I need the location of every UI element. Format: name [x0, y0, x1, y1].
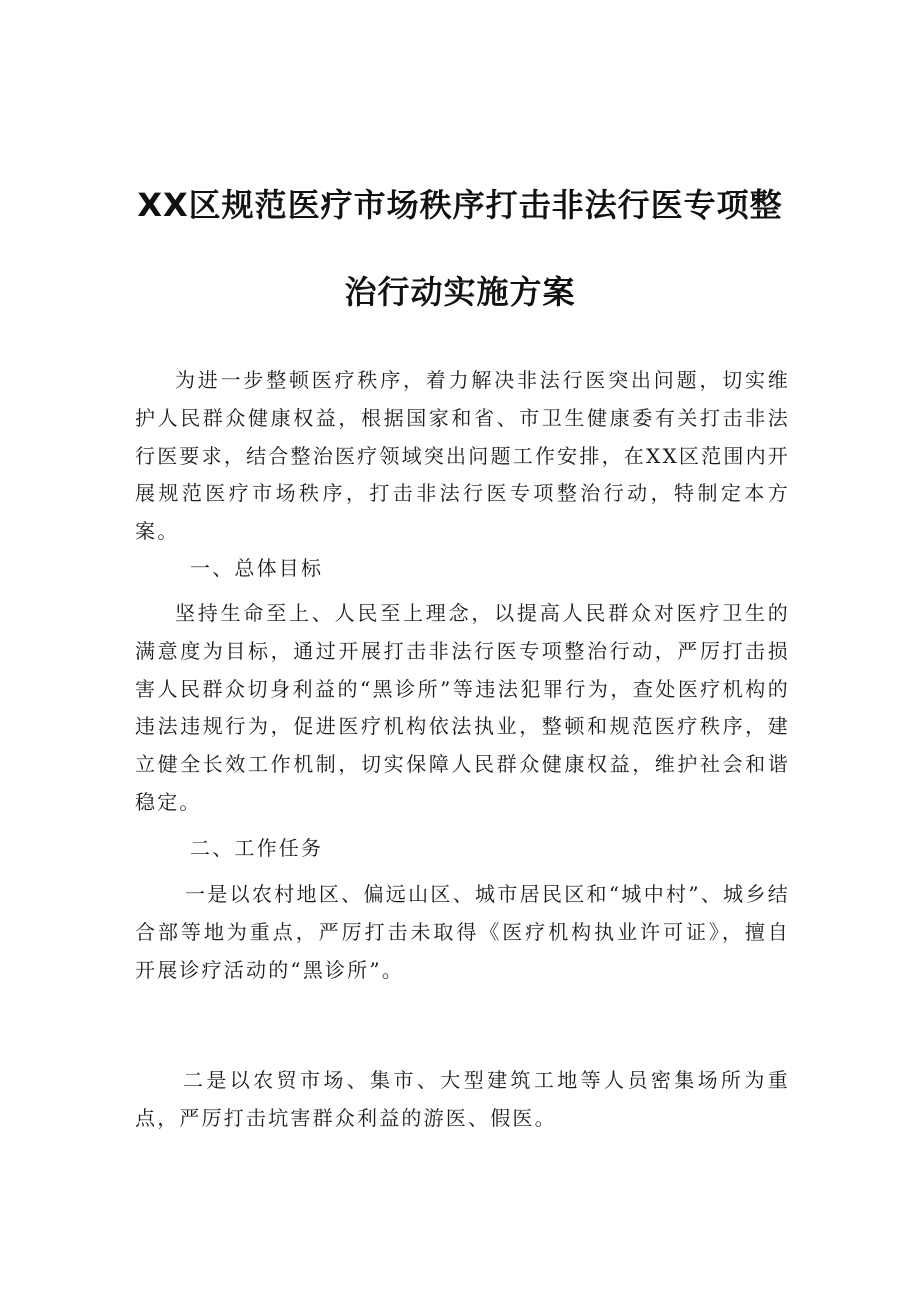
task-paragraph-2: 二是以农贸市场、集市、大型建筑工地等人员密集场所为重点，严厉打击坑害群众利益的游医、假医。 — [135, 1068, 790, 1130]
document-title-line-1: XX区规范医疗市场秩序打击非法行医专项整 — [137, 186, 783, 224]
section-heading-overall-goal: 一、总体目标 — [190, 556, 324, 580]
section-heading-work-tasks: 二、工作任务 — [190, 836, 324, 860]
intro-paragraph: 为进一步整顿医疗秩序，着力解决非法行医突出问题，切实维护人民群众健康权益，根据国家和省、市卫生健康委有关打击非法行医要求，结合整治医疗领域突出问题工作安排，在XX区范围内开展规范医疗市场秩序，打击非法行医专项整治行动，特制定本方案。 — [135, 368, 790, 544]
document-title-line-2: 治行动实施方案 — [344, 273, 576, 311]
task-paragraph-1: 一是以农村地区、偏远山区、城市居民区和“城中村”、城乡结合部等地为重点，严厉打击未取得《医疗机构执业许可证》，擅自开展诊疗活动的“黑诊所”。 — [135, 882, 790, 982]
overall-goal-paragraph: 坚持生命至上、人民至上理念，以提高人民群众对医疗卫生的满意度为目标，通过开展打击非法行医专项整治行动，严厉打击损害人民群众切身利益的“黑诊所”等违法犯罪行为，查处医疗机构的违法违规行为，促进医疗机构依法执业，整顿和规范医疗秩序，建立健全长效工作机制，切实保障人民群众健康权益，维护社会和谐稳定。 — [135, 601, 790, 814]
